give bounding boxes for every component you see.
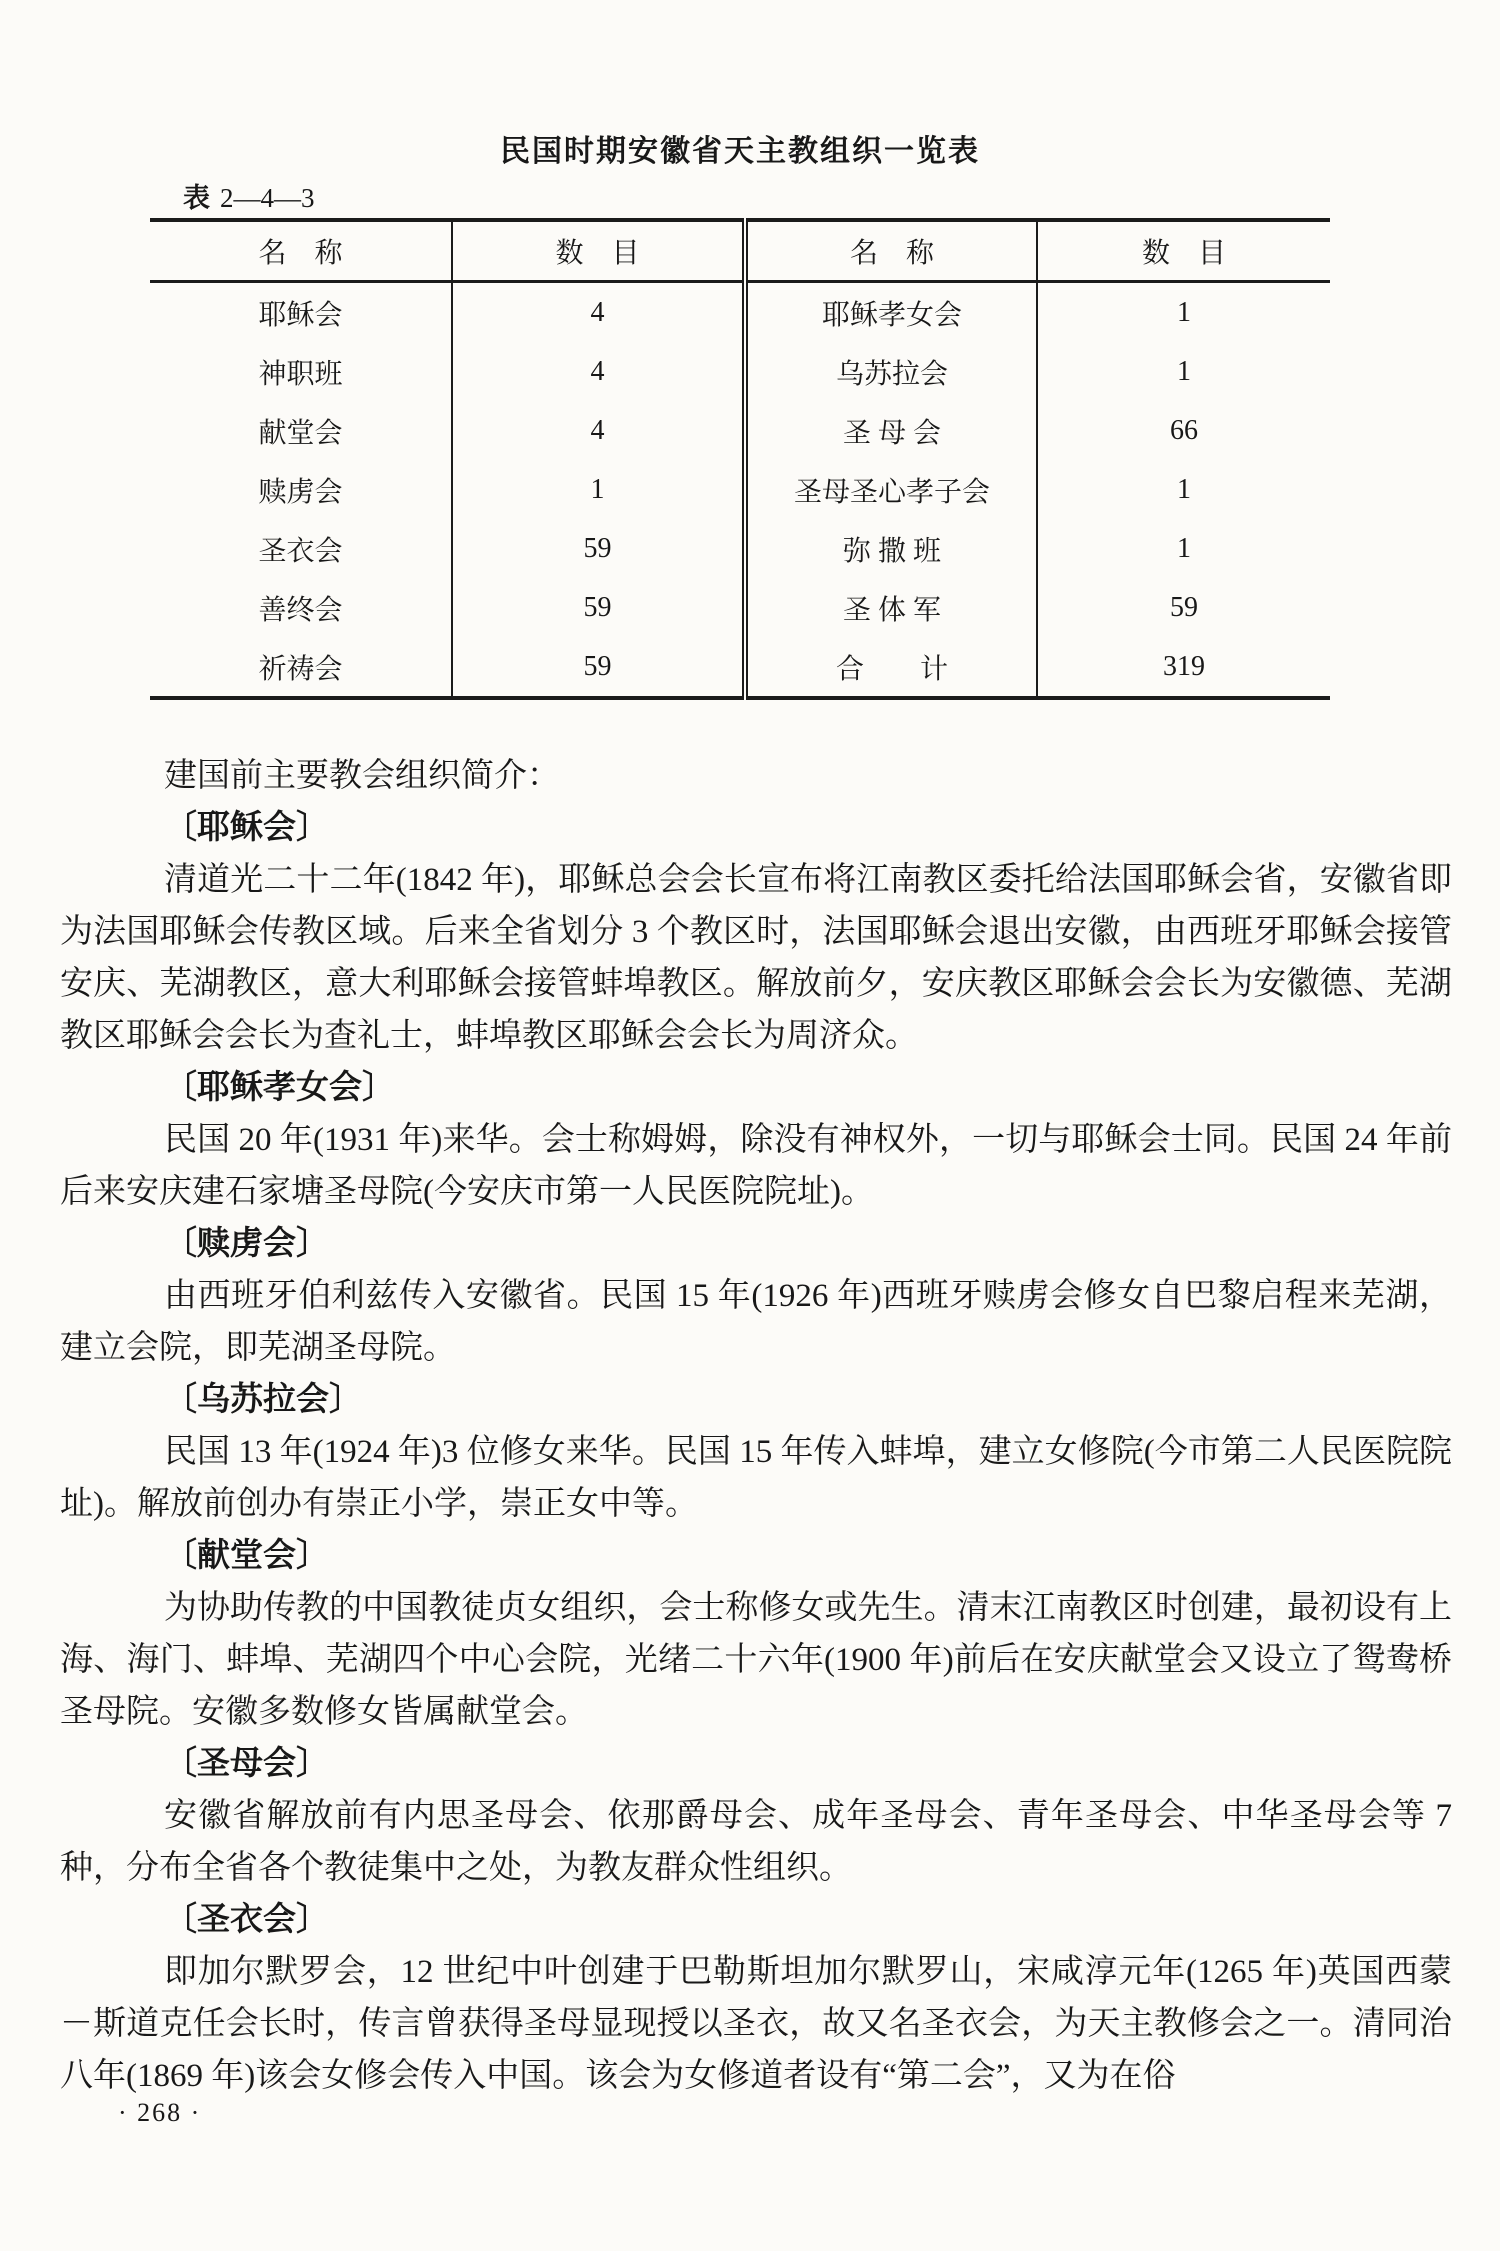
org-name-cell: 圣 体 军 [745,578,1037,637]
org-name-cell: 合 计 [745,637,1037,698]
column-header-count-right: 数 目 [1037,220,1330,282]
org-name-cell: 耶稣会 [150,282,452,343]
section-heading: 〔赎虏会〕 [164,1226,329,1262]
org-name-cell: 乌苏拉会 [745,342,1037,401]
section-heading: 〔献堂会〕 [164,1538,329,1574]
table-label-prefix: 表 [183,183,210,213]
catholic-organizations-table [150,218,1330,700]
section-paragraph: 即加尔默罗会，12 世纪中叶创建于巴勒斯坦加尔默罗山，宋咸淳元年(1265 年)英国西蒙－斯道克任会长时，传言曾获得圣母显现授以圣衣，故又名圣衣会，为天主教修会之一。清同治八年(1869 年)该会女修会传入中国。该会为女修道者设有“第二会”，又为在俗 [60,1954,1452,2094]
org-count-cell: 4 [452,401,745,460]
section-heading: 〔耶稣会〕 [164,810,329,846]
org-count-cell: 59 [452,519,745,578]
table-row [150,342,1330,401]
body-text-block [60,750,1452,2102]
table-label [183,176,315,215]
org-count-cell: 1 [1177,473,1191,505]
table-row [150,637,1330,698]
intro-line: 建国前主要教会组织简介： [164,758,560,794]
page-number: · 268 · [118,2098,202,2127]
org-count-cell: 1 [1177,355,1191,387]
org-name-cell: 耶稣孝女会 [745,282,1037,343]
section-heading: 〔圣母会〕 [164,1746,329,1782]
table-row [150,282,1330,343]
section-paragraph: 民国 13 年(1924 年)3 位修女来华。民国 15 年传入蚌埠，建立女修院(今市第二人民医院院址)。解放前创办有崇正小学，崇正女中等。 [60,1434,1452,1522]
org-count-cell: 66 [1170,414,1198,446]
org-count-cell: 4 [452,342,745,401]
section-paragraph: 为协助传教的中国教徒贞女组织，会士称修女或先生。清末江南教区时创建，最初设有上海、海门、蚌埠、芜湖四个中心会院，光绪二十六年(1900 年)前后在安庆献堂会又设立了鸳鸯桥圣母院。安徽多数修女皆属献堂会。 [60,1590,1452,1730]
org-count-cell: 59 [452,578,745,637]
org-count-cell: 319 [1163,650,1205,682]
table-row [150,401,1330,460]
column-header-name-right: 名 称 [745,220,1037,282]
org-name-cell: 神职班 [150,342,452,401]
org-name-cell: 弥 撒 班 [745,519,1037,578]
sections-container [60,802,1452,2102]
section-paragraph: 民国 20 年(1931 年)来华。会士称姆姆，除没有神权外，一切与耶稣会士同。民国 24 年前后来安庆建石家塘圣母院(今安庆市第一人民医院院址)。 [60,1122,1452,1210]
table-row [150,519,1330,578]
table-row [150,578,1330,637]
section-paragraph: 由西班牙伯利兹传入安徽省。民国 15 年(1926 年)西班牙赎虏会修女自巴黎启程来芜湖，建立会院，即芜湖圣母院。 [60,1278,1452,1366]
section-heading: 〔圣衣会〕 [164,1902,329,1938]
page-title: 民国时期安徽省天主教组织一览表 [500,135,980,168]
org-count-cell: 1 [1177,296,1191,328]
column-header-count-left: 数 目 [452,220,745,282]
table-header-row [150,220,1330,282]
org-name-cell: 圣 母 会 [745,401,1037,460]
org-count-cell: 1 [1177,532,1191,564]
column-header-name-left: 名 称 [150,220,452,282]
org-name-cell: 赎虏会 [150,460,452,519]
org-count-cell: 59 [452,637,745,698]
org-count-cell: 4 [452,282,745,343]
table-row [150,460,1330,519]
org-count-cell: 1 [452,460,745,519]
org-count-cell: 59 [1170,591,1198,623]
org-name-cell: 善终会 [150,578,452,637]
org-name-cell: 祈祷会 [150,637,452,698]
org-name-cell: 圣衣会 [150,519,452,578]
section-paragraph: 安徽省解放前有内思圣母会、依那爵母会、成年圣母会、青年圣母会、中华圣母会等 7 种，分布全省各个教徒集中之处，为教友群众性组织。 [60,1798,1452,1886]
catholic-organizations-table-wrap [150,218,1330,700]
org-name-cell: 圣母圣心孝子会 [745,460,1037,519]
table-label-number: 2—4—3 [220,183,315,213]
section-paragraph: 清道光二十二年(1842 年)，耶稣总会会长宣布将江南教区委托给法国耶稣会省，安徽省即为法国耶稣会传教区域。后来全省划分 3 个教区时，法国耶稣会退出安徽，由西班牙耶稣会接管安庆、芜湖教区，意大利耶稣会接管蚌埠教区。解放前夕，安庆教区耶稣会会长为安徽德、芜湖教区耶稣会会长为查礼士，蚌埠教区耶稣会会长为周济众。 [60,862,1452,1054]
section-heading: 〔耶稣孝女会〕 [164,1070,395,1106]
org-name-cell: 献堂会 [150,401,452,460]
section-heading: 〔乌苏拉会〕 [164,1382,362,1418]
